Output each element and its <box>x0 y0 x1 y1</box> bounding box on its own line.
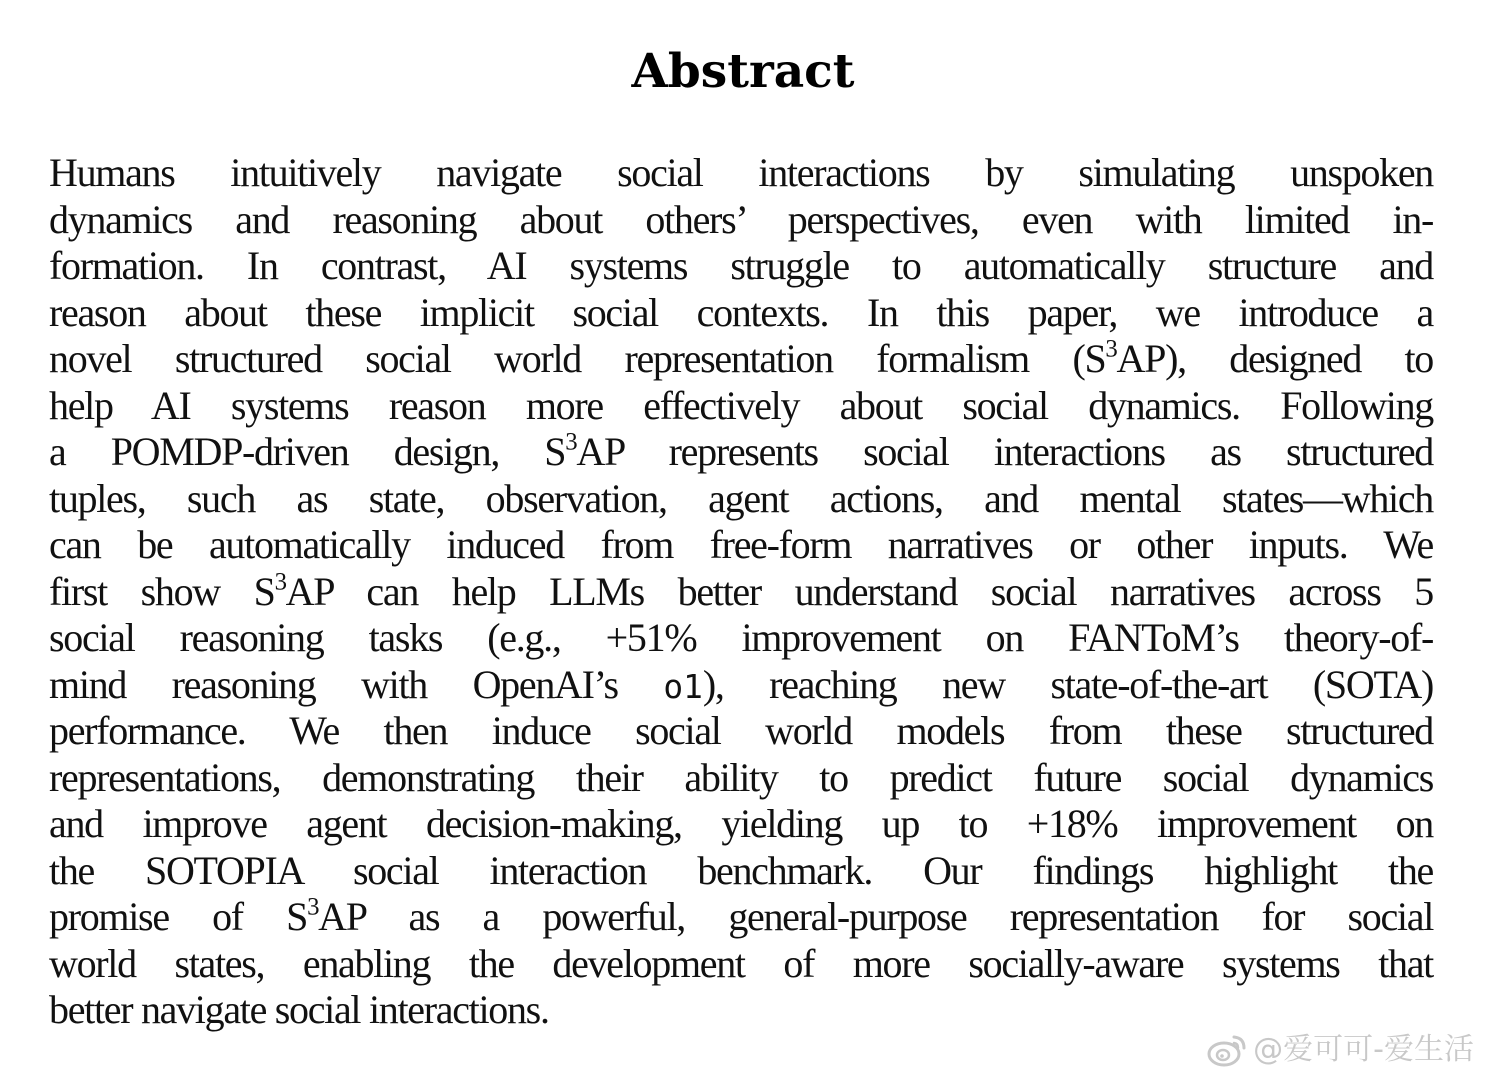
abstract-body <box>49 150 1433 1034</box>
superscript: 3 <box>307 893 319 921</box>
abstract-line: the SOTOPIA social interaction benchmark. Our findings highlight the <box>49 847 1433 893</box>
line-text: AP can help LLMs better understand social narratives across 5 <box>285 568 1433 614</box>
abstract-line <box>49 336 1433 383</box>
abstract-line: dynamics and reasoning about others’ perspectives, even with limited in- <box>49 196 1433 242</box>
line-text: novel structured social world representation formalism (S <box>49 336 1106 381</box>
weibo-icon <box>1207 1033 1247 1067</box>
line-text: promise of S <box>49 894 308 939</box>
abstract-line <box>49 662 1433 709</box>
abstract-line: world states, enabling the development of more socially-aware systems that <box>49 940 1433 986</box>
abstract-line: social reasoning tasks (e.g., +51% improvement on FANToM’s theory-of- <box>49 615 1433 660</box>
line-text: AP), designed to <box>1116 336 1433 381</box>
line-text: first show S <box>49 568 275 614</box>
superscript: 3 <box>274 568 286 596</box>
model-name-code: o1 <box>663 667 703 706</box>
abstract-line: formation. In contrast, AI systems struggle to automatically structure and <box>49 243 1433 288</box>
abstract-line <box>49 429 1433 476</box>
superscript: 3 <box>1105 335 1117 363</box>
abstract-line: better navigate social interactions. <box>49 987 549 1032</box>
abstract-heading: Abstract <box>631 44 855 99</box>
watermark <box>1207 1032 1474 1068</box>
abstract-line <box>49 894 1433 941</box>
abstract-line: reason about these implicit social contexts. In this paper, we introduce a <box>49 289 1433 335</box>
abstract-line <box>49 569 1433 616</box>
line-text: ), reaching new state-of-the-art (SOTA) <box>702 661 1433 707</box>
abstract-line: can be automatically induced from free-form narratives or other inputs. We <box>49 522 1433 567</box>
abstract-line: and improve agent decision-making, yielding up to +18% improvement on <box>49 801 1433 846</box>
abstract-line: tuples, such as state, observation, agent actions, and mental states—which <box>49 475 1433 521</box>
abstract-line: representations, demonstrating their ability to predict future social dynamics <box>49 754 1433 800</box>
superscript: 3 <box>565 428 577 456</box>
line-text: AP represents social interactions as structured <box>576 429 1433 474</box>
abstract-line: Humans intuitively navigate social interactions by simulating unspoken <box>49 150 1433 195</box>
abstract-line: help AI systems reason more effectively about social dynamics. Following <box>49 382 1433 428</box>
line-text: mind reasoning with OpenAI’s <box>49 661 664 707</box>
abstract-line: performance. We then induce social world models from these structured <box>49 708 1433 753</box>
line-text: AP as a powerful, general-purpose representation for social <box>318 894 1434 939</box>
line-text: a POMDP-driven design, S <box>49 429 566 474</box>
watermark-text: @爱可可-爱生活 <box>1253 1032 1474 1067</box>
